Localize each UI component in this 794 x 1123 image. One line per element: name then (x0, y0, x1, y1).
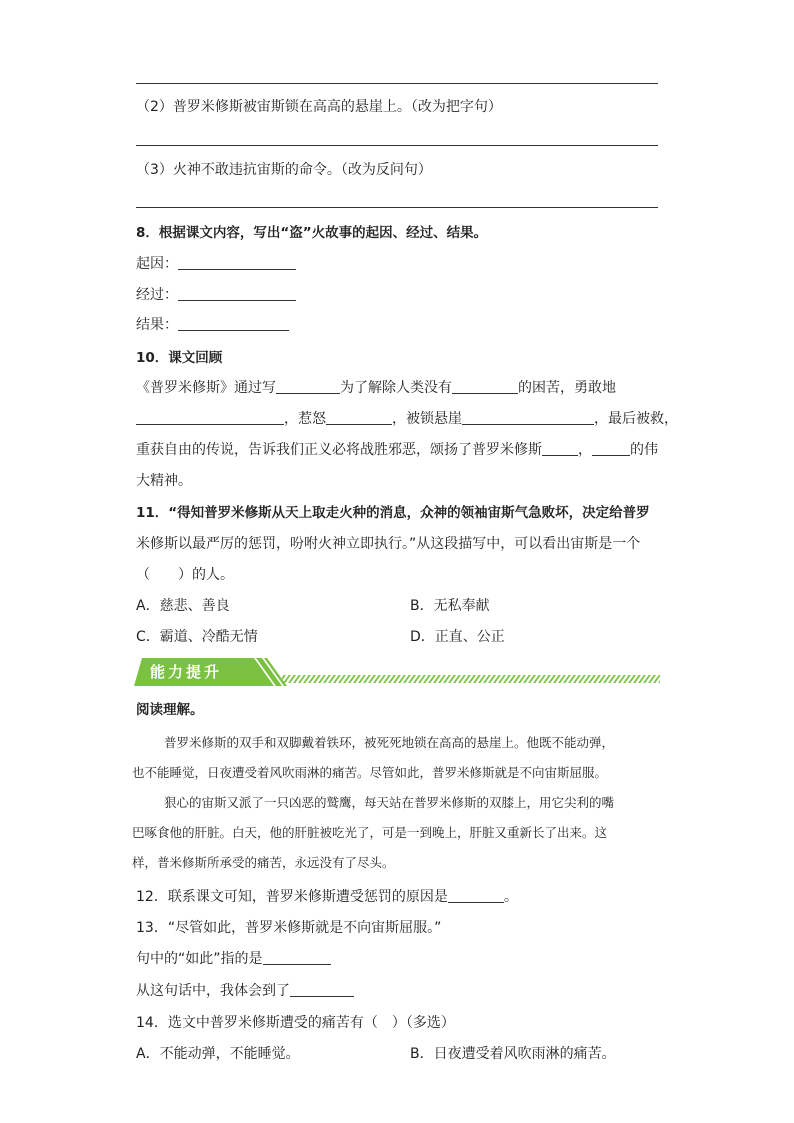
q7-item2: （2）普罗米修斯被宙斯锁在高高的悬崖上。（改为把字句） (136, 99, 502, 115)
q8-process-blank[interactable] (178, 285, 296, 301)
q10-line4: 大精神。 (136, 473, 192, 489)
passage-line: 巴啄食他的肝脏。白天，他的肝脏被吃光了，可是一到晚上，肝脏又重新长了出来。这 (132, 825, 608, 840)
answer-line-1 (136, 83, 658, 84)
q10-blank-2[interactable] (452, 378, 518, 394)
q10-text: ， (578, 442, 592, 458)
passage-line: 也不能睡觉，日夜遭受着风吹雨淋的痛苦。尽管如此，普罗米修斯就是不向宙斯屈服。 (132, 765, 608, 780)
q14-option-b[interactable]: B．日夜遭受着风吹雨淋的痛苦。 (410, 1046, 616, 1062)
q10-text: 重获自由的传说，告诉我们正义必将战胜邪恶，颂扬了普罗米修斯 (136, 442, 542, 458)
q8-process-label: 经过： (136, 287, 178, 303)
q13-sub1 (136, 949, 331, 969)
q11-option-b[interactable]: B．无私奉献 (410, 598, 490, 614)
q8-title: 8．根据课文内容，写出“盗”火故事的起因、经过、结果。 (136, 225, 488, 241)
q13-title: 13．“尽管如此，普罗米修斯就是不向宙斯屈服。” (136, 920, 442, 936)
q10-blank-6[interactable] (542, 440, 578, 456)
q7-item3: （3）火神不敢违抗宙斯的命令。（改为反问句） (136, 162, 432, 178)
q10-text: ，被锁悬崖 (392, 411, 462, 427)
q10-text: 为了解除人类没有 (340, 380, 452, 396)
q10-line1 (136, 378, 616, 398)
passage-line: 样，普米修斯所承受的痛苦，永远没有了尽头。 (132, 855, 395, 870)
q12-text: 12．联系课文可知，普罗米修斯遭受惩罚的原因是 (136, 889, 448, 905)
q10-text: ，最后被救， (594, 411, 678, 427)
q13-blank-2[interactable] (290, 981, 354, 997)
q10-text: 的困苦，勇敢地 (518, 380, 616, 396)
passage-line: 普罗米修斯的双手和双脚戴着铁环，被死死地锁在高高的悬崖上。他既不能动弹， (164, 735, 615, 750)
q11-line1: 11．“得知普罗米修斯从天上取走火种的消息，众神的领袖宙斯气急败坏，决定给普罗 (136, 505, 650, 521)
q8-result-row (136, 315, 289, 335)
answer-line-2 (136, 145, 658, 146)
q10-blank-5[interactable] (462, 409, 594, 425)
q10-blank-1[interactable] (276, 378, 340, 394)
q11-line2: 米修斯以最严厉的惩罚，吩咐火神立即执行。”从这段描写中，可以看出宙斯是一个 (136, 536, 641, 552)
q13-text: 句中的“如此”指的是 (136, 951, 263, 967)
q10-text: 的伟 (630, 442, 658, 458)
q10-blank-4[interactable] (326, 409, 392, 425)
q11-option-d[interactable]: D．正直、公正 (410, 629, 505, 645)
q12-blank[interactable] (448, 887, 504, 903)
q11-option-c[interactable]: C．霸道、冷酷无情 (136, 629, 258, 645)
q11-line3: （ ）的人。 (136, 567, 234, 583)
q13-blank-1[interactable] (263, 949, 331, 965)
q10-blank-3[interactable] (136, 409, 284, 425)
q10-line3 (136, 440, 658, 460)
q13-text: 从这句话中，我体会到了 (136, 983, 290, 999)
ability-banner (132, 656, 662, 688)
q10-title: 10．课文回顾 (136, 350, 223, 366)
q14-title: 14．选文中普罗米修斯遭受的痛苦有（ ）（多选） (136, 1015, 455, 1031)
q13-sub2 (136, 981, 354, 1001)
q8-cause-blank[interactable] (178, 254, 296, 270)
q8-process-row (136, 285, 296, 305)
q8-cause-label: 起因： (136, 256, 178, 272)
q12-row (136, 887, 518, 907)
q8-result-label: 结果： (136, 317, 178, 333)
reading-title: 阅读理解。 (136, 702, 204, 718)
q12-text: 。 (503, 889, 518, 905)
q10-line2 (136, 409, 678, 429)
q10-blank-7[interactable] (592, 440, 630, 456)
banner-title: 能力提升 (150, 663, 223, 681)
reading-passage (132, 728, 672, 878)
answer-line-3 (136, 207, 658, 208)
q11-option-a[interactable]: A．慈悲、善良 (136, 598, 230, 614)
q8-result-blank[interactable] (178, 315, 289, 331)
passage-line: 狠心的宙斯又派了一只凶恶的鹫鹰，每天站在普罗米修斯的双膝上，用它尖利的嘴 (164, 795, 615, 810)
q10-text: ，惹怒 (284, 411, 326, 427)
q8-cause-row (136, 254, 296, 274)
q10-text: 《普罗米修斯》通过写 (136, 380, 276, 396)
q14-option-a[interactable]: A．不能动弹，不能睡觉。 (136, 1046, 300, 1062)
